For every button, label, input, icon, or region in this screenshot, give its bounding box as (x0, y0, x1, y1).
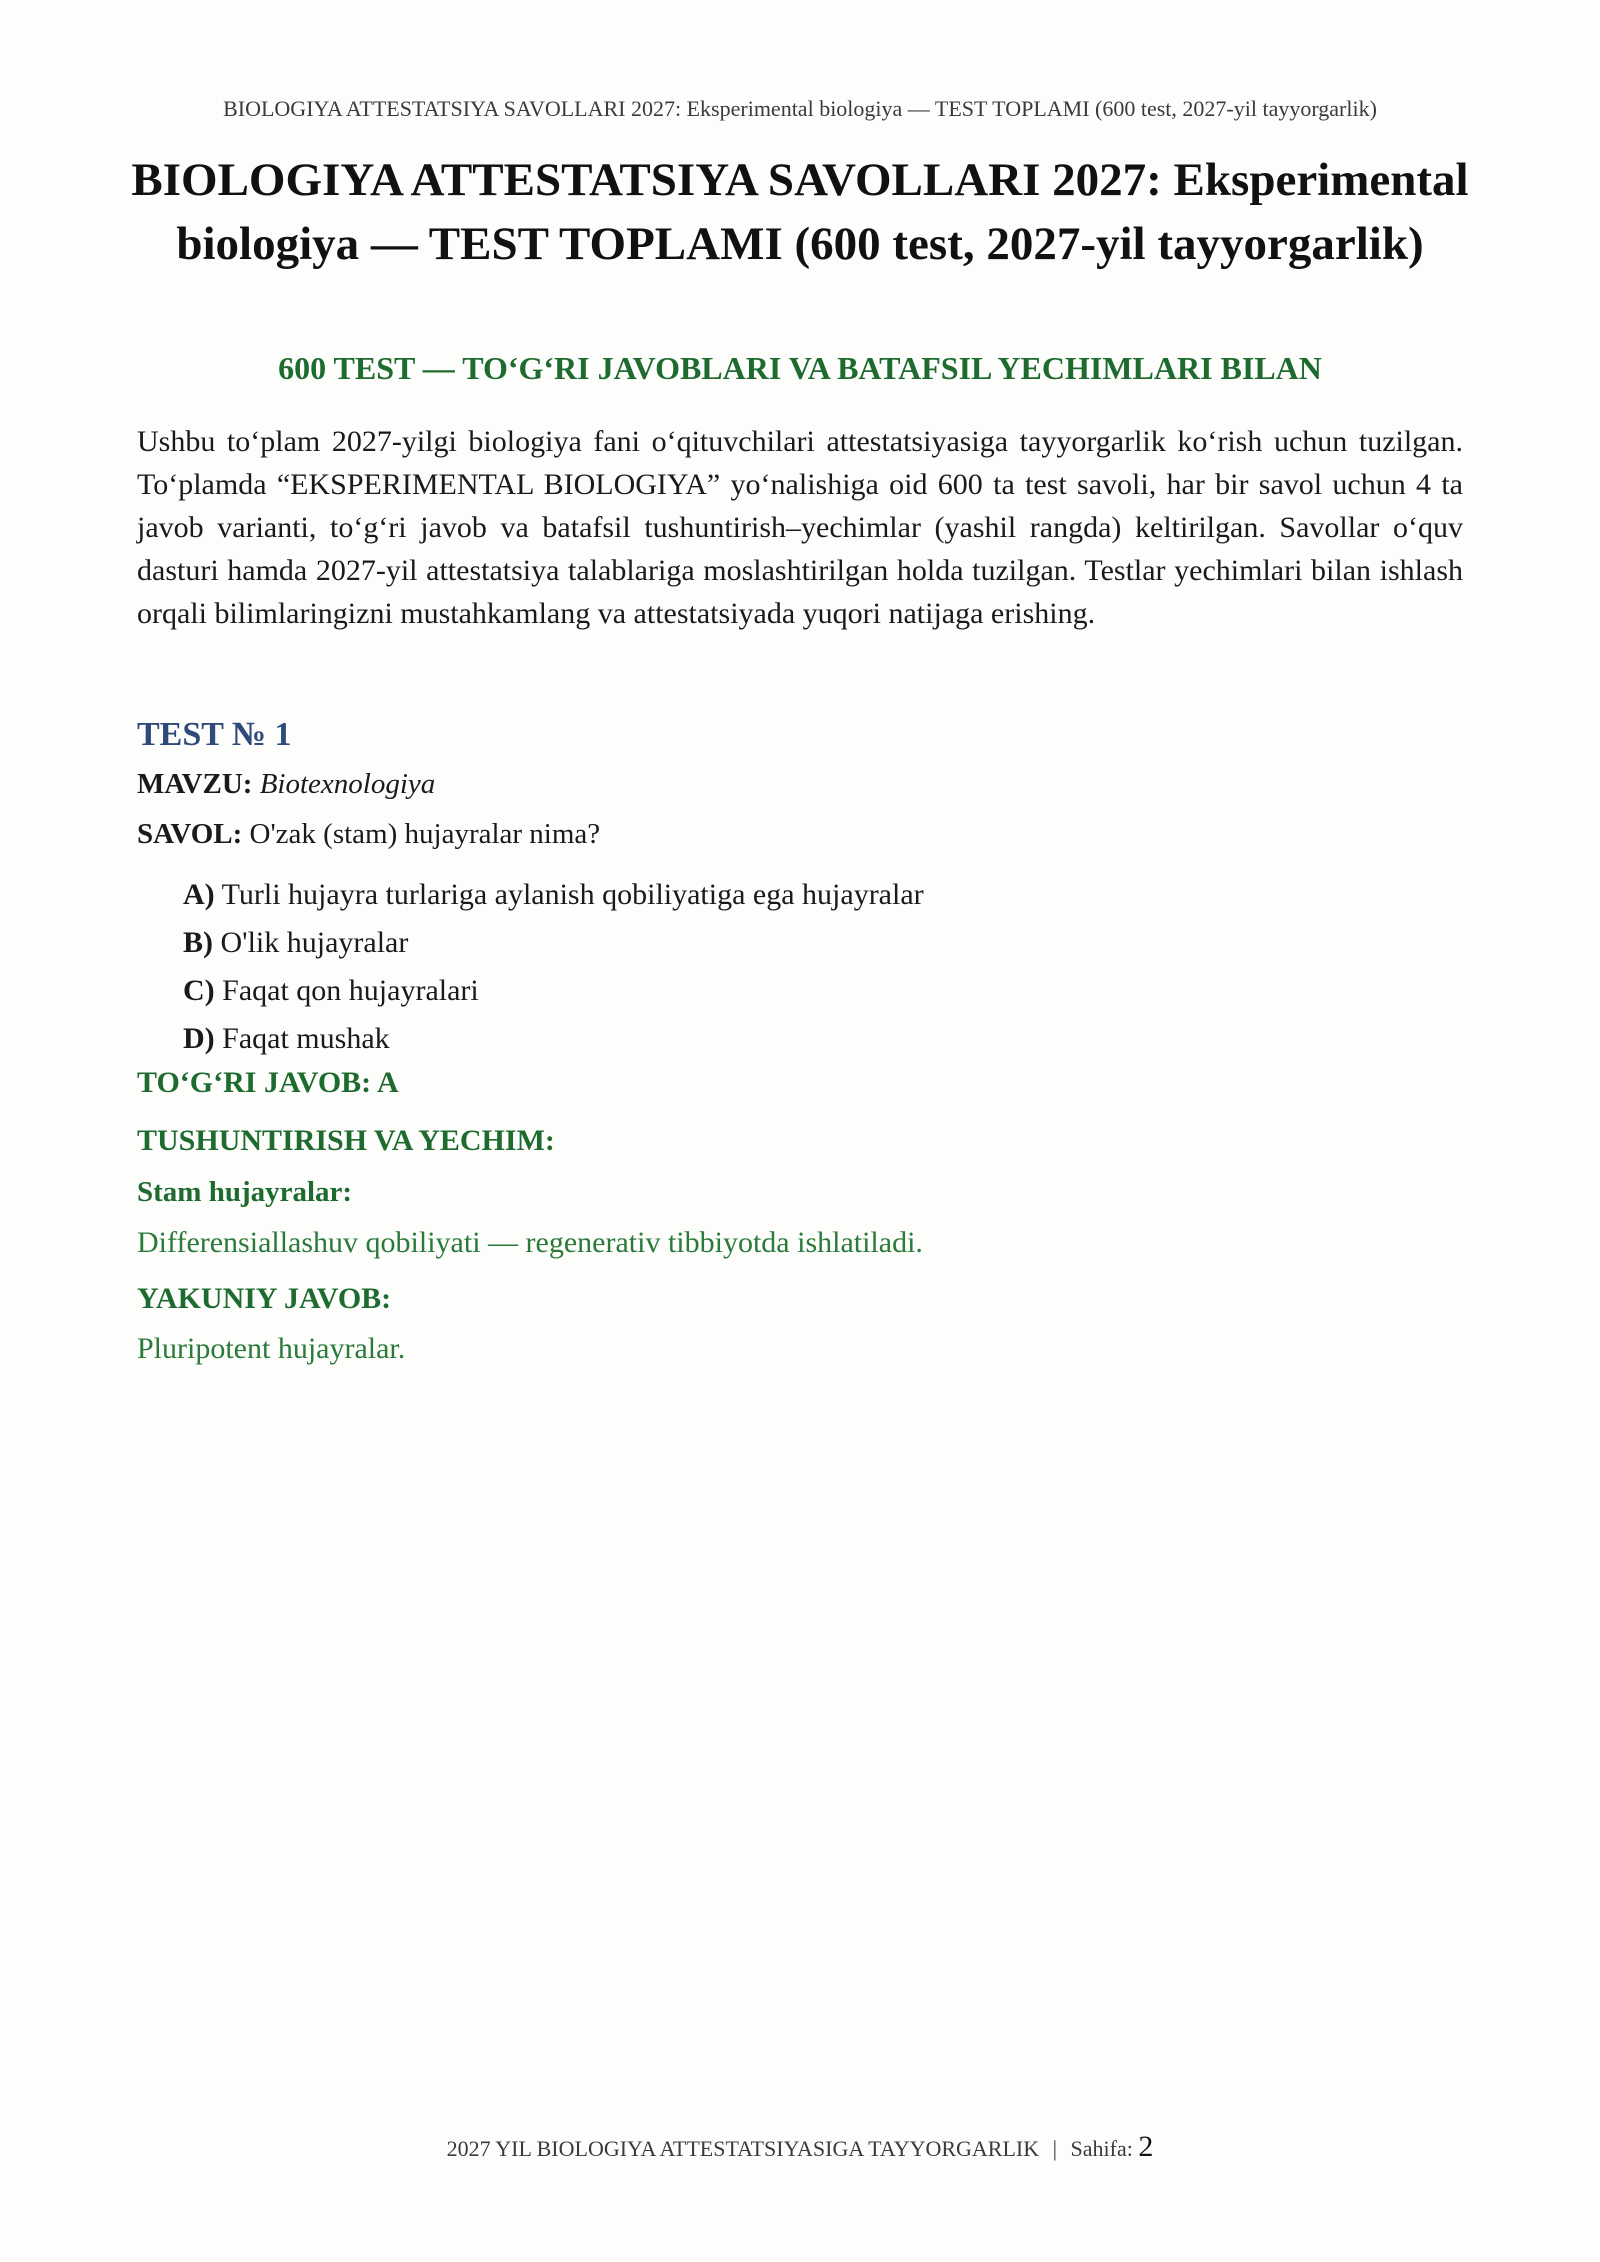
document-title: BIOLOGIYA ATTESTATSIYA SAVOLLARI 2027: Eksperimental biologiya — TEST TOPLAMI (600 test, 2027-yil tayyorgarlik) (131, 154, 1469, 270)
final-answer-text: Pluripotent hujayralar. (137, 1332, 406, 1365)
topic-line (137, 768, 435, 801)
topic-label: MAVZU: (137, 768, 253, 800)
option-letter: C) (183, 974, 215, 1007)
page-label: Sahifa: (1070, 2136, 1133, 2161)
test-title: TEST № 1 (137, 716, 292, 753)
explanation-subheading: Stam hujayralar: (137, 1176, 353, 1208)
footer-text: 2027 YIL BIOLOGIYA ATTESTATSIYASIGA TAYYORGARLIK (446, 2136, 1040, 2161)
correct-answer: TO‘G‘RI JAVOB: A (137, 1066, 399, 1099)
document-subtitle: 600 TEST — TO‘G‘RI JAVOBLARI VA BATAFSIL YECHIMLARI BILAN (278, 350, 1322, 386)
option-d (183, 1019, 924, 1067)
explanation-heading: TUSHUNTIRISH VA YECHIM: (137, 1124, 555, 1157)
footer-separator: | (1052, 2136, 1058, 2161)
option-c (183, 971, 924, 1019)
explanation-text: Differensiallashuv qobiliyati — regenerativ tibbiyotda ishlatiladi. (137, 1226, 923, 1259)
question-label: SAVOL: (137, 818, 243, 850)
option-letter: A) (183, 878, 215, 911)
question-line (137, 818, 600, 851)
answer-options (183, 875, 924, 1067)
option-letter: B) (183, 926, 213, 959)
option-a (183, 875, 924, 923)
option-text: Faqat mushak (222, 1022, 390, 1055)
question-text: O'zak (stam) hujayralar nima? (249, 818, 601, 850)
page-number: 2 (1138, 2130, 1154, 2163)
option-text: Faqat qon hujayralari (222, 974, 479, 1007)
running-header: BIOLOGIYA ATTESTATSIYA SAVOLLARI 2027: Eksperimental biologiya — TEST TOPLAMI (600 test, 2027-yil tayyorgarlik) (223, 96, 1377, 121)
page-footer (0, 2130, 1600, 2164)
topic-value: Biotexnologiya (259, 768, 436, 800)
intro-paragraph: Ushbu to‘plam 2027-yilgi biologiya fani o‘qituvchilari attestatsiyasiga tayyorgarlik ko‘rish uchun tuzilgan. To‘plamda “EKSPERIMENTAL BIOLOGIYA” yo‘nalishiga oid 600 ta test savoli, har bir savol uchun 4 ta javob varianti, to‘g‘ri javob va batafsil tushuntirish–yechimlar (yashil rangda) keltirilgan. Savollar o‘quv dasturi hamda 2027-yil attestatsiya talablariga moslashtirilgan holda tuzilgan. Testlar yechimlari bilan ishlash orqali bilimlaringizni mustahkamlang va attestatsiyada yuqori natijaga erishing. (137, 425, 1463, 630)
option-text: O'lik hujayralar (220, 926, 409, 959)
final-answer-heading: YAKUNIY JAVOB: (137, 1282, 392, 1315)
option-letter: D) (183, 1022, 215, 1055)
option-text: Turli hujayra turlariga aylanish qobiliyatiga ega hujayralar (221, 878, 924, 911)
option-b (183, 923, 924, 971)
